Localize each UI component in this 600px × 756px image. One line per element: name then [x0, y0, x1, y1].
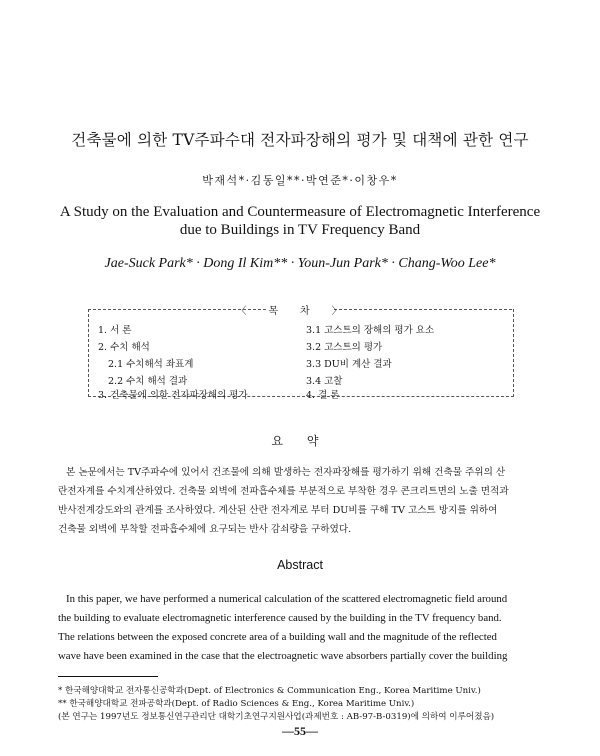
summary-line: 본 논문에서는 TV주파수에 있어서 건조물에 의해 발생하는 전자파장해를 평가하기 위해 건축물 주위의 산 — [66, 467, 506, 478]
summary-heading: 요 약 — [271, 434, 329, 448]
toc-item: 3.3 DU비 계산 결과 — [306, 359, 392, 370]
summary-line: 건축물 외벽에 부착할 전파흡수체에 요구되는 반사 감쇠량을 구하였다. — [58, 524, 352, 535]
footnote-rule — [58, 676, 158, 677]
abstract-line: The relations between the exposed concrete area of a building wall and the magnitude of the reflected — [58, 631, 497, 643]
authors-english: Jae-Suck Park* · Dong Il Kim** · Youn-Jun Park* · Chang-Woo Lee* — [104, 256, 496, 271]
toc-item: 3. 건축물에 의한 전자파장해의 평가 — [98, 390, 248, 401]
toc-item: 3.1 고스트의 장해의 평가 요소 — [306, 325, 435, 336]
toc-item: 2.1 수치해석 좌표계 — [108, 359, 194, 370]
toc-heading-right: 차〉 — [300, 306, 364, 317]
toc-item: 3.4 고찰 — [306, 376, 343, 387]
summary-line: 란전자계를 수치계산하였다. 건축물 외벽에 전파흡수체를 부분적으로 부착한 경우 콘크리트면의 노출 면적과 — [58, 486, 509, 497]
toc-item: 2. 수치 해석 — [98, 342, 150, 353]
toc-item: 4. 결 론 — [306, 390, 340, 401]
authors-korean: 박재석*·김동일**·박연준*·이창우* — [202, 174, 398, 187]
summary-line: 반사전계강도와의 관계를 조사하였다. 계산된 산란 전자계로 부터 DU비를 구해 TV 고스트 방지를 위하여 — [58, 505, 498, 516]
toc-heading-left: 〈목 — [236, 306, 300, 317]
abstract-line: In this paper, we have performed a numerical calculation of the scattered electromagnetic field around — [66, 593, 508, 605]
abstract-heading: Abstract — [277, 558, 323, 572]
toc-item: 3.2 고스트의 평가 — [306, 342, 383, 353]
toc-item: 1. 서 론 — [98, 325, 132, 336]
footnote: ** 한국해양대학교 전파공학과(Dept. of Radio Sciences & Eng., Korea Maritime Univ.) — [58, 699, 415, 709]
page-number: —55— — [282, 724, 318, 738]
abstract-line: the building to evaluate electromagnetic interference caused by the building in the TV frequency band. — [58, 612, 502, 624]
footnote: * 한국해양대학교 전자통신공학과(Dept. of Electronics & Communication Eng., Korea Maritime Univ.) — [58, 686, 481, 696]
footnote: (본 연구는 1997년도 정보통신연구관리단 대학기초연구지원사업(과제번호 : AB-97-B-0319)에 의하여 이루어졌음) — [58, 712, 495, 722]
toc-item: 2.2 수치 해석 결과 — [108, 376, 188, 387]
paper-title-english-line-2: due to Buildings in TV Frequency Band — [179, 222, 421, 238]
paper-title-english-line-1: A Study on the Evaluation and Countermeasure of Electromagnetic Interference — [59, 204, 541, 220]
paper-title-korean: 건축물에 의한 TV주파수대 전자파장해의 평가 및 대책에 관한 연구 — [71, 131, 529, 149]
abstract-line: wave have been examined in the case that the electroagnetic wave absorbers partially cover the building — [58, 650, 508, 662]
